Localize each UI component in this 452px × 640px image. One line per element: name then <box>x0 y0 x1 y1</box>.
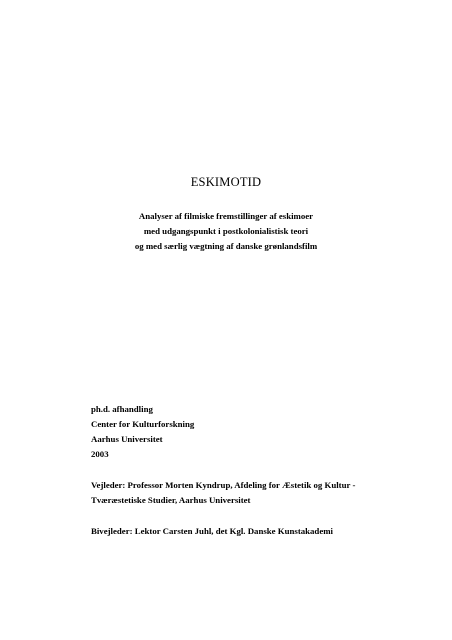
coadvisor-info <box>91 524 333 539</box>
thesis-info <box>91 402 194 462</box>
subtitle-line: og med særlig vægtning af danske grønlandsfilm <box>134 241 318 251</box>
advisor-line: Vejleder: Professor Morten Kyndrup, Afdeling for Æstetik og Kultur - <box>91 480 356 490</box>
subtitle-line: Analyser af filmiske fremstillinger af eskimoer <box>138 211 314 221</box>
advisor-line: Tværæstetiske Studier, Aarhus Universitet <box>91 495 251 505</box>
institution-center: Center for Kulturforskning <box>91 419 195 429</box>
subtitle-line: med udgangspunkt i postkolonialistisk teori <box>143 226 309 236</box>
document-subtitle <box>0 209 452 254</box>
thesis-type: ph.d. afhandling <box>91 404 153 414</box>
year: 2003 <box>91 449 109 459</box>
advisor-info <box>91 478 355 508</box>
university: Aarhus Universitet <box>91 434 163 444</box>
coadvisor-line: Bivejleder: Lektor Carsten Juhl, det Kgl. Danske Kunstakademi <box>91 526 334 536</box>
document-title: ESKIMOTID <box>190 175 262 189</box>
